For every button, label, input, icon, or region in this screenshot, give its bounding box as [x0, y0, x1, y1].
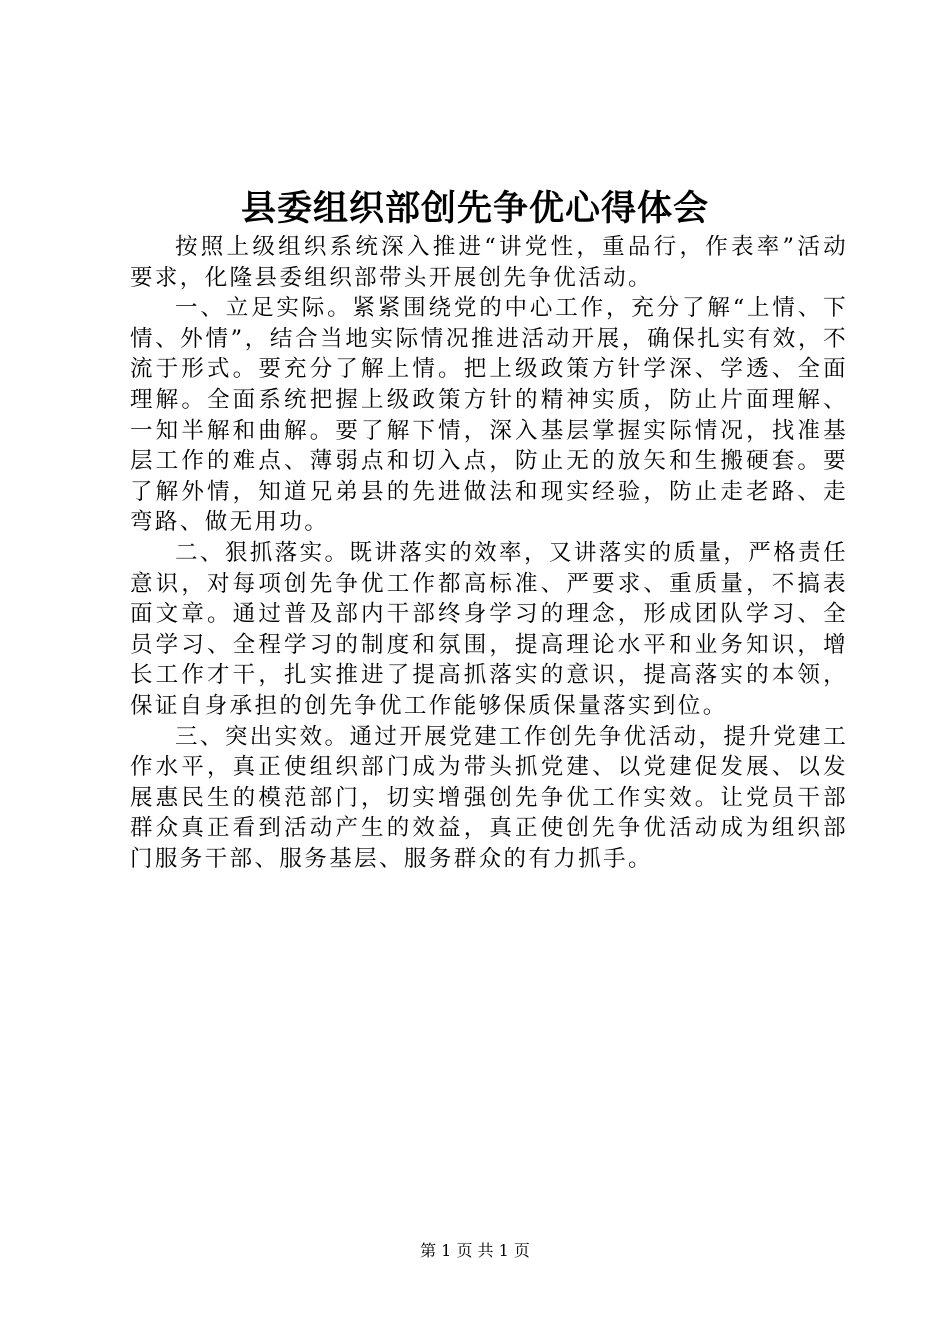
paragraph-section-3: 三、突出实效。通过开展党建工作创先争优活动，提升党建工作水平，真正使组织部门成为带头抓党建、以党建促发展、以发展惠民生的模范部门，切实增强创先争优工作实效。让党员干部群众真正看到活动产生的效益，真正使创先争优活动成为组织部门服务干部、服务基层、服务群众的有力抓手。	[130, 723, 848, 872]
paragraph-section-1: 一、立足实际。紧紧围绕党的中心工作，充分了解“上情、下情、外情”，结合当地实际情况推进活动开展，确保扎实有效，不流于形式。要充分了解上情。把上级政策方针学深、学透、全面理解。全面系统把握上级政策方针的精神实质，防止片面理解、一知半解和曲解。要了解下情，深入基层掌握实际情况，找准基层工作的难点、薄弱点和切入点，防止无的放矢和生搬硬套。要了解外情，知道兄弟县的先进做法和现实经验，防止走老路、走弯路、做无用功。	[130, 295, 848, 536]
page-footer: 第 1 页 共 1 页	[420, 1241, 530, 1260]
paragraph-intro: 按照上级组织系统深入推进“讲党性，重品行，作表率”活动要求，化隆县委组织部带头开展创先争优活动。	[130, 234, 848, 291]
paragraph-section-2: 二、狠抓落实。既讲落实的效率，又讲落实的质量，严格责任意识，对每项创先争优工作都高标准、严要求、重质量，不搞表面文章。通过普及部内干部终身学习的理念，形成团队学习、全员学习、全程学习的制度和氛围，提高理论水平和业务知识，增长工作才干，扎实推进了提高抓落实的意识，提高落实的本领，保证自身承担的创先争优工作能够保质保量落实到位。	[130, 539, 848, 719]
document-title: 县委组织部创先争优心得体会	[240, 188, 709, 229]
document-body	[130, 232, 848, 874]
